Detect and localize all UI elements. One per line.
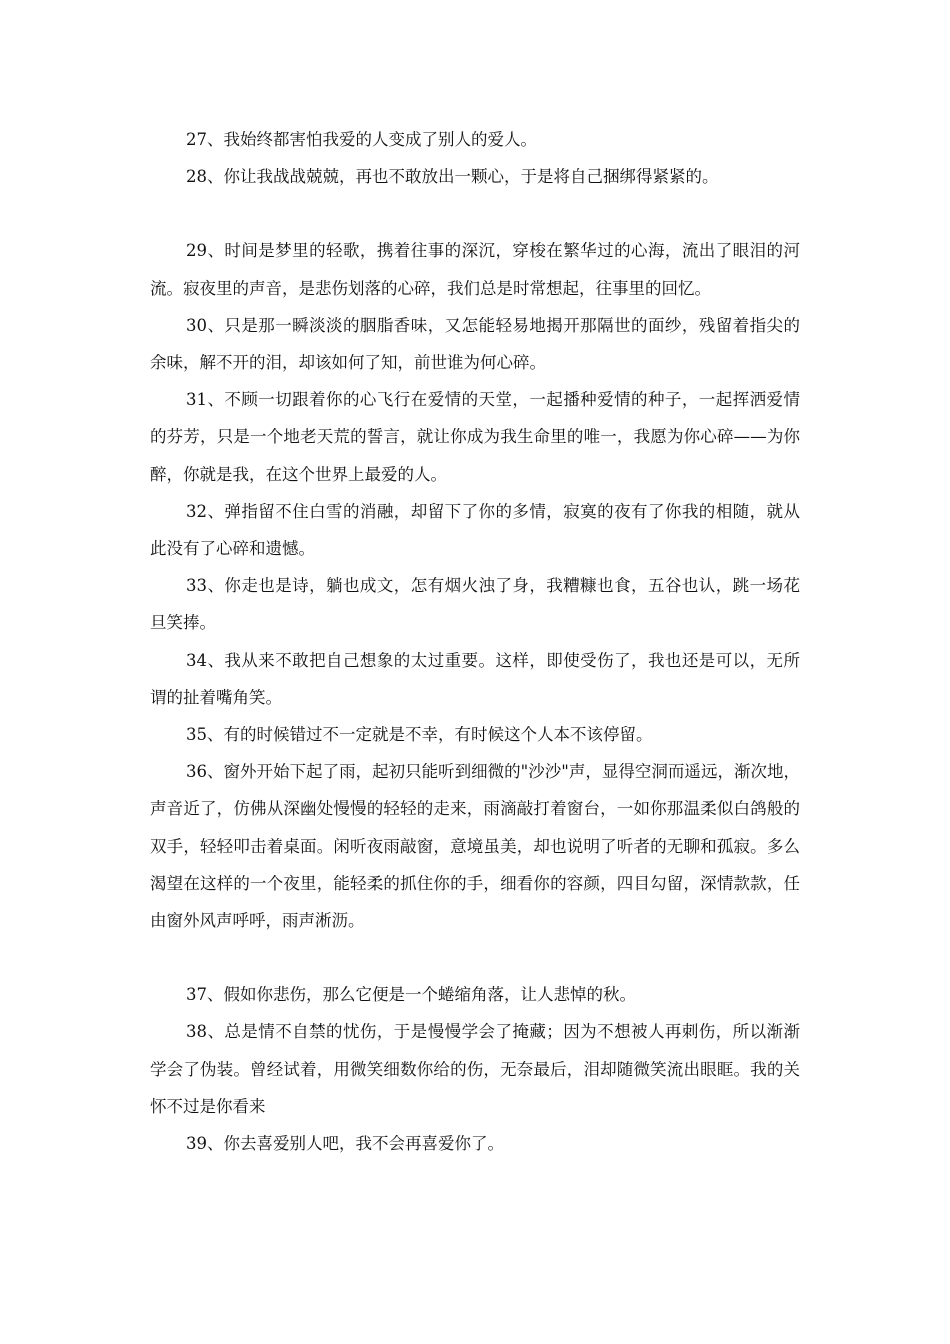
document-body <box>150 121 800 1162</box>
paragraph-35: 35、有的时候错过不一定就是不幸，有时候这个人本不该停留。 <box>186 725 653 745</box>
paragraph-38: 38、总是情不自禁的忧伤，于是慢慢学会了掩藏；因为不想被人再刺伤，所以渐渐学会了伪装。曾经试着，用微笑细数你给的伤，无奈最后，泪却随微笑流出眼眶。我的关怀不过是你看来 <box>150 1022 800 1116</box>
paragraph-39: 39、你去喜爱别人吧，我不会再喜爱你了。 <box>186 1134 504 1154</box>
paragraph-gap <box>150 939 800 976</box>
paragraph-31: 31、不顾一切跟着你的心飞行在爱情的天堂，一起播种爱情的种子，一起挥洒爱情的芬芳，只是一个地老天荒的誓言，就让你成为我生命里的唯一，我愿为你心碎——为你醉，你就是我，在这个世界上最爱的人。 <box>150 390 800 484</box>
paragraph-36: 36、窗外开始下起了雨，起初只能听到细微的"沙沙"声，显得空洞而遥远，渐次地，声音近了，仿佛从深幽处慢慢的轻轻的走来，雨滴敲打着窗台，一如你那温柔似白鸽般的双手，轻轻叩击着桌面。闲听夜雨敲窗，意境虽美，却也说明了听者的无聊和孤寂。多么渴望在这样的一个夜里，能轻柔的抓住你的手，细看你的容颜，四目勾留，深情款款，任由窗外风声呼呼，雨声淅沥。 <box>150 762 800 931</box>
paragraph-29: 29、时间是梦里的轻歌，携着往事的深沉，穿梭在繁华过的心海，流出了眼泪的河流。寂夜里的声音，是悲伤划落的心碎，我们总是时常想起，往事里的回忆。 <box>150 241 800 298</box>
paragraph-37: 37、假如你悲伤，那么它便是一个蜷缩角落，让人悲悼的秋。 <box>186 985 636 1005</box>
paragraph-gap <box>150 195 800 232</box>
paragraph-28: 28、你让我战战兢兢，再也不敢放出一颗心，于是将自己捆绑得紧紧的。 <box>186 167 719 187</box>
paragraph-27: 27、我始终都害怕我爱的人变成了别人的爱人。 <box>186 130 537 149</box>
paragraph-32: 32、弹指留不住白雪的消融，却留下了你的多情，寂寞的夜有了你我的相随，就从此没有了心碎和遗憾。 <box>150 501 800 559</box>
paragraph-30: 30、只是那一瞬淡淡的胭脂香味，又怎能轻易地揭开那隔世的面纱，残留着指尖的余味，解不开的泪，却该如何了知，前世谁为何心碎。 <box>150 315 800 373</box>
paragraph-34: 34、我从来不敢把自己想象的太过重要。这样，即使受伤了，我也还是可以，无所谓的扯着嘴角笑。 <box>150 650 800 707</box>
paragraph-33: 33、你走也是诗，躺也成文，怎有烟火浊了身，我糟糠也食，五谷也认，跳一场花旦笑捧。 <box>150 576 800 633</box>
